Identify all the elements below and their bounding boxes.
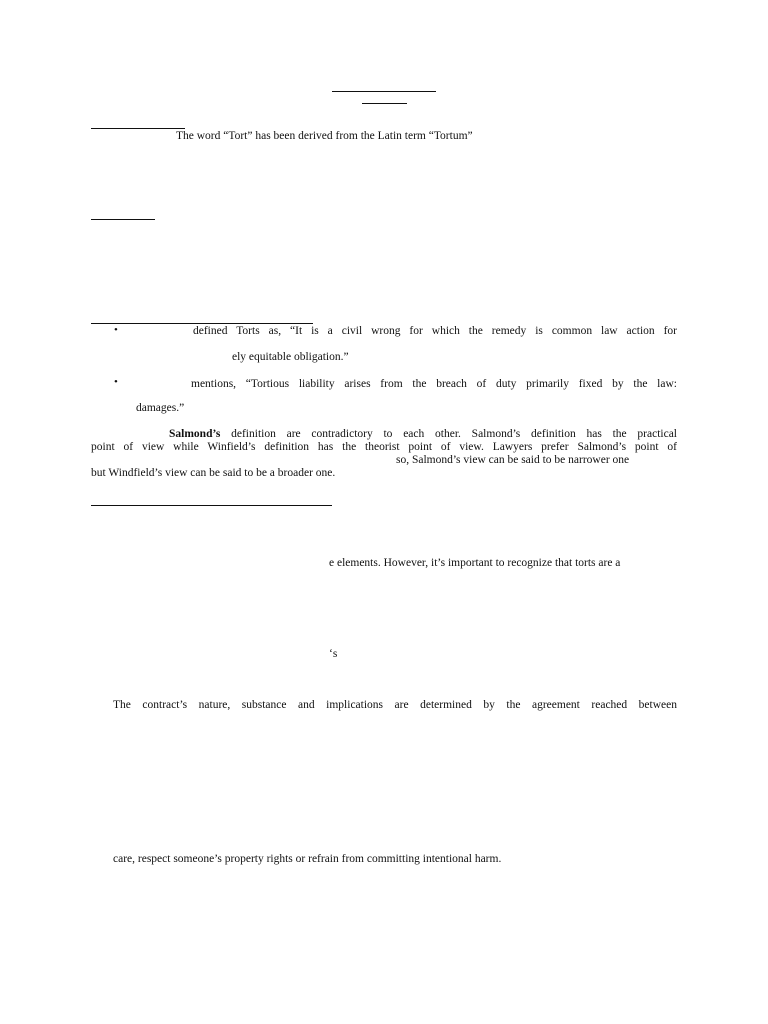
heading-underline-distinction — [91, 505, 332, 506]
origin-sentence: The word “Tort” has been derived from the Latin term “Tortum” — [176, 130, 473, 142]
heading-underline-definitions — [91, 323, 313, 324]
definition-winfield-line1: mentions, “Tortious liability arises from the breach of duty primarily fixed by the law: — [191, 378, 677, 390]
comparison-line3: so, Salmond’s view can be said to be narrower one — [396, 454, 630, 466]
definition-winfield-line2: damages.” — [136, 402, 185, 414]
comparison-line1 — [169, 428, 677, 442]
definition-salmond-line2: ely equitable obligation.” — [232, 351, 349, 363]
comparison-line2: point of view while Winfield’s definition has the theorist point of view. Lawyers prefer Salmond’s point of — [91, 441, 677, 453]
care-sentence: care, respect someone’s property rights or refrain from committing intentional harm. — [113, 853, 502, 865]
title-underline — [332, 91, 436, 92]
comparison-line4: but Windfield’s view can be said to be a broader one. — [91, 467, 336, 479]
definition-salmond-line1: defined Torts as, “It is a civil wrong for which the remedy is common law action for — [193, 325, 677, 337]
bullet-marker: • — [114, 324, 118, 336]
subtitle-underline — [362, 103, 407, 104]
heading-underline-meaning — [91, 219, 155, 220]
possessive-fragment: ‘s — [329, 648, 338, 660]
contract-sentence: The contract’s nature, substance and implications are determined by the agreement reached between — [113, 699, 677, 711]
heading-underline-origin — [91, 128, 185, 129]
bullet-marker: • — [114, 376, 118, 388]
comparison-line1-rest: definition are contradictory to each other. Salmond’s definition has the practical — [220, 428, 677, 440]
elements-fragment: e elements. However, it’s important to recognize that torts are a — [329, 557, 621, 569]
salmond-bold: Salmond’s — [169, 428, 221, 440]
